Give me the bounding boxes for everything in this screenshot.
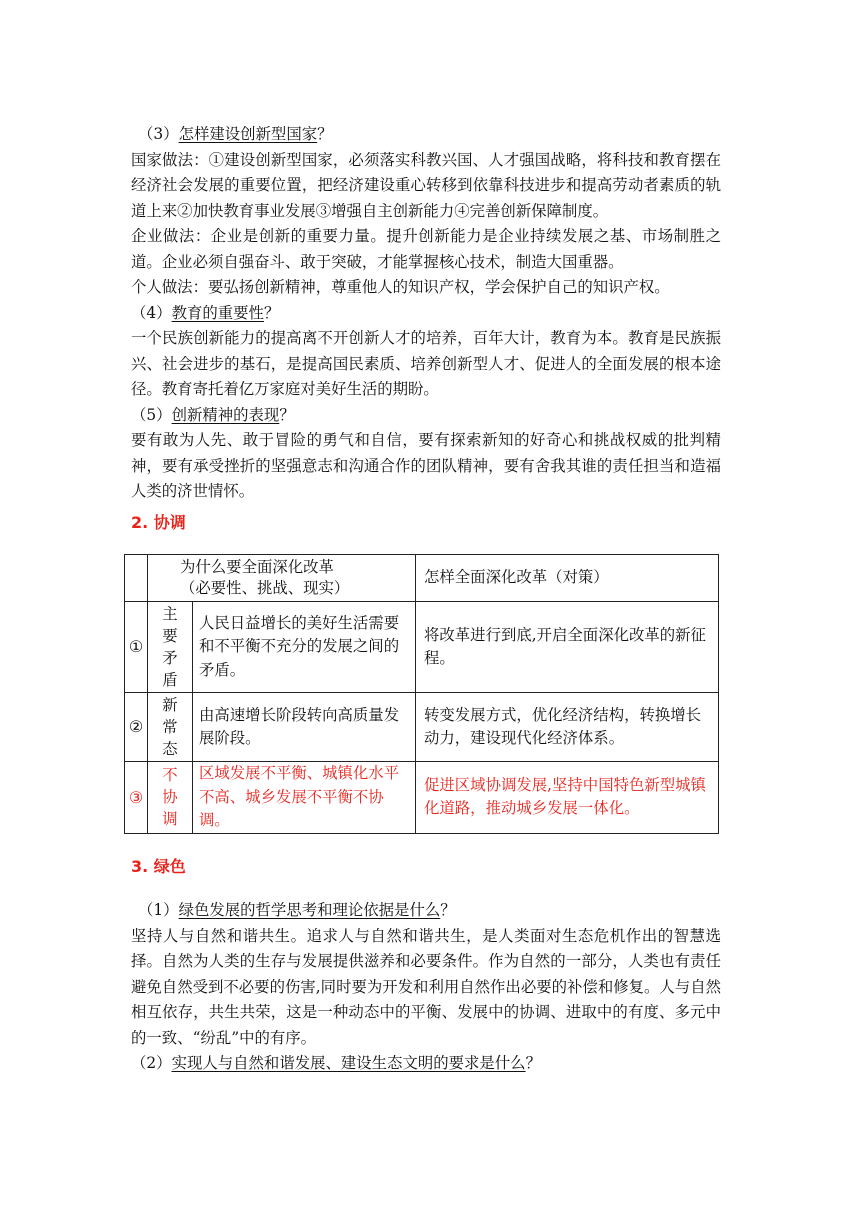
row-topic bbox=[148, 762, 193, 834]
row-topic bbox=[148, 602, 193, 693]
paragraph-enterprise: 企业做法：企业是创新的重要力量。提升创新能力是企业持续发展之基、市场制胜之道。企业必须自强奋斗、敢于突破，才能掌握核心技术，制造大国重器。 bbox=[131, 227, 721, 271]
question-number: （4） bbox=[131, 303, 172, 322]
header-how: 怎样全面深化改革（对策） bbox=[416, 555, 719, 602]
question-mark: ？ bbox=[263, 303, 280, 322]
row-why: 区域发展不平衡、城镇化水平不高、城乡发展不平衡不协调。 bbox=[193, 762, 416, 834]
row-topic-text: 新常态 bbox=[162, 696, 178, 758]
paragraph-nation: 国家做法：①建设创新型国家，必须落实科教兴国、人才强国战略，将科技和教育摆在经济社会发展的重要位置，把经济建设重心转移到依靠科技进步和提高劳动者素质的轨道上来②加快教育事业发展③增强自主创新能力④完善创新保障制度。 bbox=[131, 150, 721, 220]
header-why bbox=[148, 555, 416, 602]
question-title: 怎样建设创新型国家 bbox=[178, 125, 318, 143]
row-how: 将改革进行到底,开启全面深化改革的新征程。 bbox=[416, 602, 719, 693]
row-number: ① bbox=[125, 602, 148, 693]
row-number: ② bbox=[125, 693, 148, 762]
header-blank-cell bbox=[125, 555, 148, 602]
question-1 bbox=[131, 898, 721, 924]
row-number: ③ bbox=[125, 762, 148, 834]
question-mark: ？ bbox=[317, 125, 333, 143]
question-title: 绿色发展的哲学思考和理论依据是什么 bbox=[178, 901, 441, 919]
question-3 bbox=[131, 122, 721, 148]
table-row bbox=[125, 762, 719, 834]
row-how: 转变发展方式，优化经济结构，转换增长动力，建设现代化经济体系。 bbox=[416, 693, 719, 762]
document-body bbox=[131, 122, 721, 505]
question-number: （1） bbox=[138, 901, 179, 919]
section-heading-green: 3. 绿色 bbox=[131, 857, 186, 876]
row-why: 人民日益增长的美好生活需要和不平衡不充分的发展之间的矛盾。 bbox=[193, 602, 416, 693]
question-number: （3） bbox=[138, 125, 179, 143]
question-number: （2） bbox=[131, 1054, 172, 1072]
row-why: 由高速增长阶段转向高质量发展阶段。 bbox=[193, 693, 416, 762]
question-mark: ？ bbox=[279, 405, 295, 424]
row-topic bbox=[148, 693, 193, 762]
table-row bbox=[125, 602, 719, 693]
table-row bbox=[125, 693, 719, 762]
section-heading-coordination: 2. 协调 bbox=[131, 513, 186, 532]
question-title: 实现人与自然和谐发展、建设生态文明的要求是什么 bbox=[171, 1054, 526, 1072]
question-2 bbox=[131, 1051, 721, 1077]
paragraph-spirit: 要有敢为人先、敢于冒险的勇气和自信，要有探索新知的好奇心和挑战权威的批判精神，要有承受挫折的坚强意志和沟通合作的团队精神，要有舍我其谁的责任担当和造福人类的济世情怀。 bbox=[131, 431, 721, 500]
table-header-row bbox=[125, 555, 719, 602]
row-how: 促进区域协调发展,坚持中国特色新型城镇化道路，推动城乡发展一体化。 bbox=[416, 762, 719, 834]
paragraph-green: 坚持人与自然和谐共生。追求人与自然和谐共生，是人类面对生态危机作出的智慧选择。自然为人类的生存与发展提供滋养和必要条件。作为自然的一部分，人类也有责任避免自然受到不必要的伤害,同时要为开发和利用自然作出必要的补偿和修复。人与自然相互依存，共生共荣，这是一种动态中的平衡、发展中的协调、进取中的有度、多元中的一致、“纷乱”中的有序。 bbox=[131, 926, 721, 1047]
header-why-line1: 为什么要全面深化改革 bbox=[180, 558, 334, 576]
question-title: 创新精神的表现 bbox=[171, 405, 280, 424]
question-4 bbox=[131, 301, 721, 327]
header-why-line2: （必要性、挑战、现实） bbox=[180, 579, 350, 597]
paragraph-education: 一个民族创新能力的提高离不开创新人才的培养，百年大计，教育为本。教育是民族振兴、社会进步的基石，是提高国民素质、培养创新型人才、促进人的全面发展的根本途径。教育寄托着亿万家庭对美好生活的期盼。 bbox=[131, 329, 721, 398]
row-topic-text: 不协调 bbox=[162, 766, 178, 829]
row-topic-text: 主要矛盾 bbox=[162, 605, 178, 689]
paragraph-individual: 个人做法：要弘扬创新精神，尊重他人的知识产权，学会保护自己的知识产权。 bbox=[131, 278, 670, 296]
question-mark: ？ bbox=[440, 901, 456, 919]
green-section-body bbox=[131, 898, 721, 1077]
question-number: （5） bbox=[131, 405, 172, 424]
question-5 bbox=[131, 403, 721, 429]
reform-table bbox=[124, 554, 719, 834]
question-mark: ？ bbox=[525, 1054, 541, 1072]
question-title: 教育的重要性 bbox=[171, 303, 264, 322]
